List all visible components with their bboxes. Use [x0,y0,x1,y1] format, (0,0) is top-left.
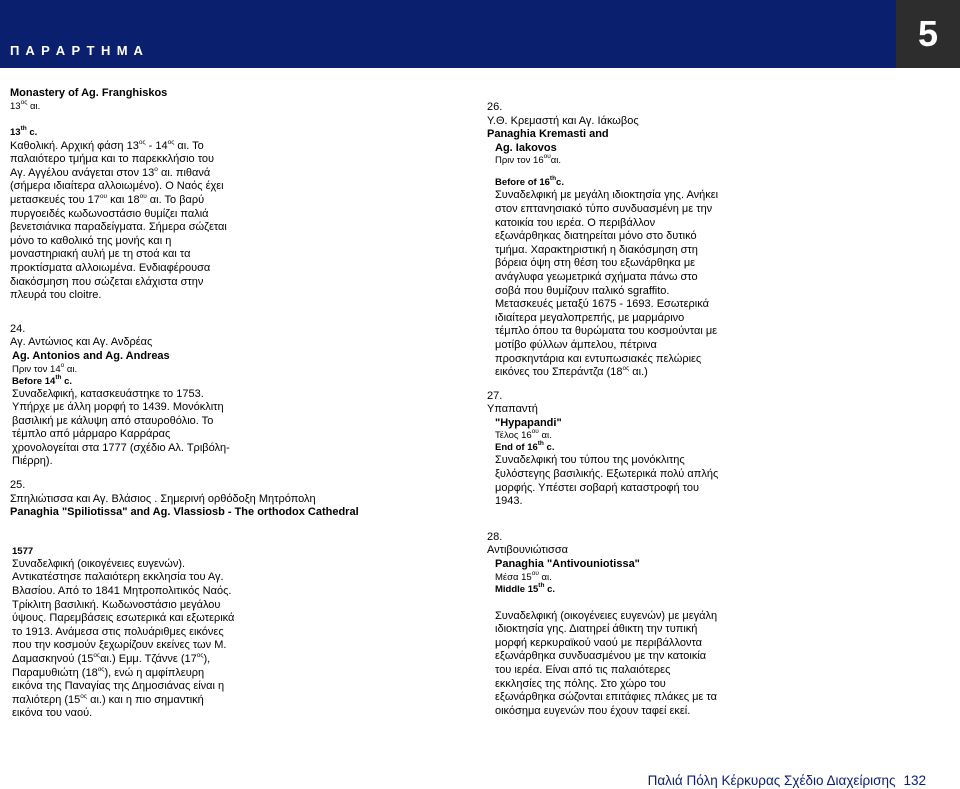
header-bar [0,0,896,68]
m28-century-en: Middle 15th c. [495,581,555,595]
m24-century: Πριν τον $14^o$ αι. [12,361,78,375]
m27-greek-name: Υπαπαντή [487,403,538,416]
footer-title: Παλιά Πόλη Κέρκυρας Σχέδιο Διαχείρισης [647,773,896,788]
m24-number: 24. [10,322,26,335]
m1-century: $13^{o\varsigma}$ αι. [10,98,41,112]
left-column [10,87,470,721]
m26-description: Συναδελφική με μεγάλη ιδιοκτησία γης. Ανήκει στον επτανησιακό τύπο συνδυασμένη με την κατοικία του ιερέα. Ο περιβάλλον εξωνάρθηκας διατηρείται μόνο στο δυτικό τμήμα. Χαρακτηριστική η διακόσμηση στη βόρεια όψη στη θέση του εξωνάρθηκα με ανάγλυφα γεωμετρικά σχήματα πάνω στο σοβά που θυμίζουν ιταλικό sgraffito. Μετασκευές μεταξύ 1675 - 1693. Εσωτερικά ιδιαίτερα μεγαλοπρεπής, με μαρμάρινο τέμπλο όπου τα θυρώματα του κοσμούνται με μοτίβο φύλλων άμπελου, πέτρινα προσκηντάρια και εντυπωσιακές πελώριες εικόνες του Σπεράντζα ($18^{o\varsigma}$ αι.) [495,189,719,379]
m28-title: Panaghia "Antivouniotissa" [495,558,640,571]
m25-description: Συναδελφική (οικογένειες ευγενών). Αντικατέστησε παλαιότερη εκκλησία του Αγ. Βλασίου. Από το 1841 Μητροπολιτικός Ναός. Τρίκλιτη βασιλική. Κωδωνοστάσιο μεγάλου ύψους. Παρεμβάσεις εσωτερικά και εξωτερικά το 1913. Ανάμεσα στις πολυάριθμες εικόνες που την κοσμούν ξεχωρίζουν εκείνες των Μ. Δαμασκηνού $(15^{o\varsigma}\alpha\iota.)$ Εμμ. Τζάννε $(17^{o\varsigma})$, Παραμυθιώτη $(18^{o\varsigma})$, ενώ η αμφίπλευρη εικόνα της Παναγίας της Δημοσιάνας είναι η παλιότερη ($15^{o\varsigma}$ αι.) και η πιο σημαντική εικόνα του ναού. [12,557,235,720]
m25-greek-name: Σπηλιώτισσα και Αγ. Βλάσιος . Σημερινή ορθόδοξη Μητρόπολη [10,492,316,505]
m1-title: Monastery of Ag. Franghiskos [10,87,168,99]
m25-year: 1577 [12,545,34,557]
m27-number: 27. [487,389,503,402]
section-title: Π Α Ρ Α Ρ Τ Η Μ Α [10,43,145,58]
m26-century: Πριν τον $16^{o\upsilon}\alpha\iota$. [495,153,562,167]
m27-century-en: End of 16th c. [495,440,555,454]
chapter-number: 5 [896,0,960,68]
m25-title: Panaghia "Spiliotissa" and Ag. Vlassiosb - The orthodox Cathedral [10,506,359,519]
right-column [487,101,937,718]
m25-number: 25. [10,479,26,492]
m27-title: "Hypapandi" [495,416,562,429]
m24-title: Ag. Antonios and Ag. Andreas [12,349,170,362]
m24-century-en: Before 14th c. [12,373,73,387]
page-footer [648,773,926,788]
m24-greek-name: Αγ. Αντώνιος και Αγ. Ανδρέας [10,336,153,349]
m26-title-1: Panaghia Kremasti and [487,128,609,141]
m26-century-en: Before of 16thc. [495,175,564,189]
page-number: 132 [903,773,926,788]
m28-number: 28. [487,530,503,543]
m28-description: Συναδελφική (οικογένειες ευγενών) με μεγάλη ιδιοκτησία γης. Διατηρεί άθικτη την τυπική μορφή κερκυραϊκού ναού με περιβάλλοντα εξωνάρθηκα συνδυασμένου με την κατοικία του ιερέα. Είναι από τις παλαιότερες εκκλησίες της πόλης. Στο χώρο του εξωνάρθηκα σώζονται επιτάφιες πλάκες με τα οικόσημα ευγενών που έχουν ταφεί εκεί. [495,609,718,717]
m27-description: Συναδελφική του τύπου της μονόκλιτης ξυλόστεγης βασιλικής. Εξωτερικά πολύ απλής μορφής. Υπέστει σοβαρή καταστροφή του 1943. [495,454,719,508]
m26-title-2: Ag. Iakovos [495,141,557,154]
m1-description: Καθολική. Αρχική φάση $13^{o\varsigma} - 14^{o\varsigma}$ αι. Το παλαιότερο τμήμα και το παρεκκλήσιο του Αγ. Αγγέλου ανάγεται στον $13^o$ αι. πιθανά (σήμερα ιδιαίτερα αλλοιωμένο). Ο Ναός έχει μετασκευές του $17^{o\upsilon}$ και $18^{o\upsilon}$ αι. Το βαρύ πυργοειδές κωδωνοστάσιο θυμίζει παλιά βενετσιάνικα παραδείγματα. Σήμερα σώζεται μόνο το καθολικό της μονής και η μοναστηριακή αυλή με τη στοά και τα προκτίσματα αλλοιωμένα. Ενδιαφέρουσα διακόσμηση που σώζεται ελάχιστα στην πλευρά του cloitre. [10,138,227,302]
m24-description: Συναδελφική, κατασκευάστηκε το 1753. Υπήρχε με άλλη μορφή το 1439. Μονόκλιτη βασιλική με κάλυψη από σταυροθόλιο. Το τέμπλο από μάρμαρο Καρράρας χρονολογείται στα 1777 (σχέδιο Αλ. Τριβόλη- Πιέρρη). [12,387,230,468]
m28-greek-name: Αντιβουνιώτισσα [487,544,568,557]
m27-century: Τέλος $16^{o\upsilon}$ αι. [495,428,552,442]
m26-number: 26. [487,101,503,113]
m26-greek-name: Υ.Θ. Κρεμαστή και Αγ. Ιάκωβος [487,114,639,127]
m28-century: Μέσα $15^{o\upsilon}$ αι. [495,569,552,583]
m1-century-en: 13th c. [10,124,38,138]
